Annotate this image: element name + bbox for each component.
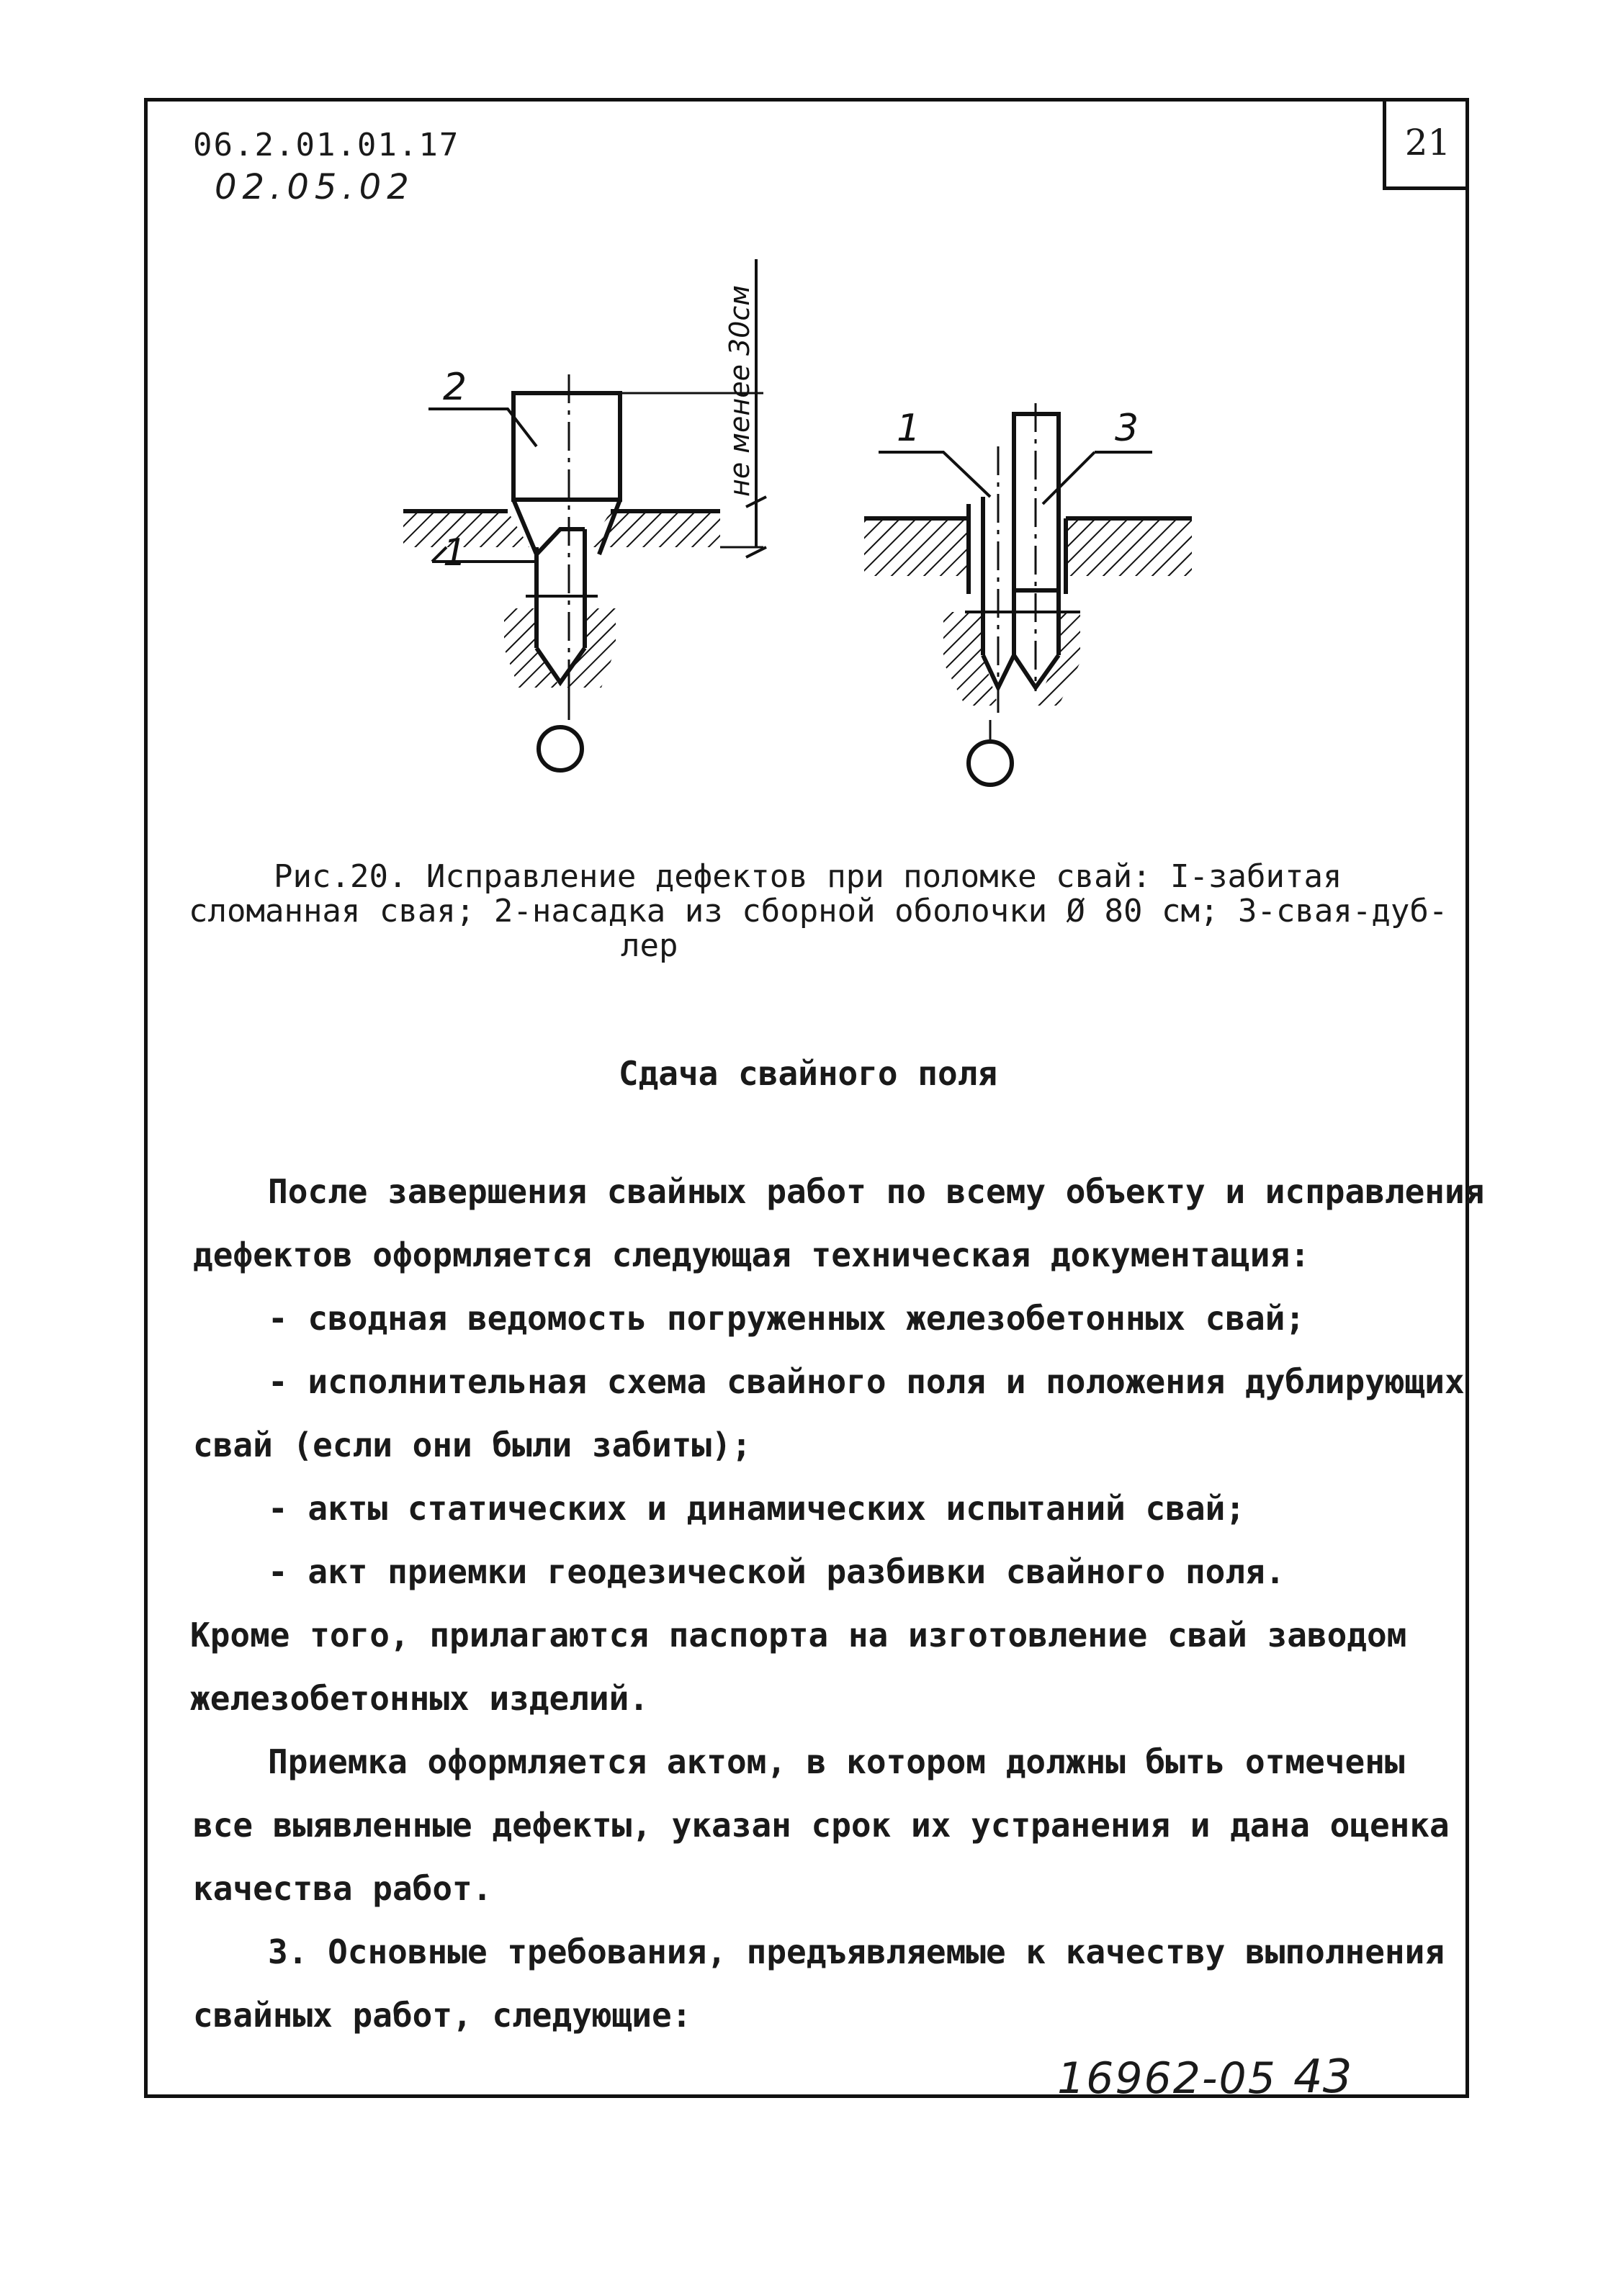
pile-repair-figure (0, 0, 1616, 821)
body-line-6: все выявленные дефекты, указан срок их устранения и дана оценка (193, 1806, 1450, 1845)
body-line-1: После завершения свайных работ по всему объекту и исправления (268, 1172, 1485, 1211)
body-line-2: дефектов оформляется следующая техническая документация: (193, 1235, 1310, 1274)
list-item-4: - акт приемки геодезической разбивки свайного поля. (268, 1552, 1285, 1591)
handwritten-date: 02.05.02 (215, 167, 415, 207)
label-left-1: 1 (443, 531, 467, 575)
list-item-3: - акты статических и динамических испытаний свай; (268, 1489, 1246, 1528)
body-line-8: 3. Основные требования, предъявляемые к качеству выполнения (268, 1932, 1445, 1971)
label-right-3: 3 (1115, 407, 1139, 450)
body-line-7: качества работ. (193, 1869, 493, 1908)
body-line-3: Кроме того, прилагаются паспорта на изготовление свай заводом (190, 1616, 1407, 1655)
caption-line-2: сломанная свая; 2-насадка из сборной оболочки Ø 80 см; 3-свая-дуб- (189, 893, 1448, 929)
page-number: 21 (1404, 121, 1451, 163)
body-line-4: железобетонных изделий. (190, 1679, 649, 1718)
caption-line-3: лер (621, 927, 678, 964)
caption-line-1: Рис.20. Исправление дефектов при поломке свай: I-забитая (274, 858, 1342, 895)
label-left-2: 2 (443, 366, 467, 409)
left-drawing (403, 259, 766, 770)
list-item-1: - сводная ведомость погруженных железобетонных свай; (268, 1299, 1306, 1338)
document-stamp-number: 16962-05 (1057, 2053, 1277, 2104)
sheet-number: 43 (1293, 2050, 1352, 2104)
body-line-9: свайных работ, следующие: (193, 1996, 692, 2035)
dimension-label: не менее 30см (724, 285, 755, 497)
document-code: 06.2.01.01.17 (193, 127, 460, 163)
label-right-1: 1 (897, 407, 921, 450)
list-item-2-cont: свай (если они были забиты); (193, 1426, 752, 1464)
right-drawing (864, 403, 1192, 785)
section-heading: Сдача свайного поля (618, 1054, 998, 1093)
figure-caption (189, 860, 1456, 963)
list-item-2: - исполнительная схема свайного поля и положения дублирующих (268, 1362, 1465, 1401)
body-line-5: Приемка оформляется актом, в котором должны быть отмечены (268, 1742, 1405, 1781)
